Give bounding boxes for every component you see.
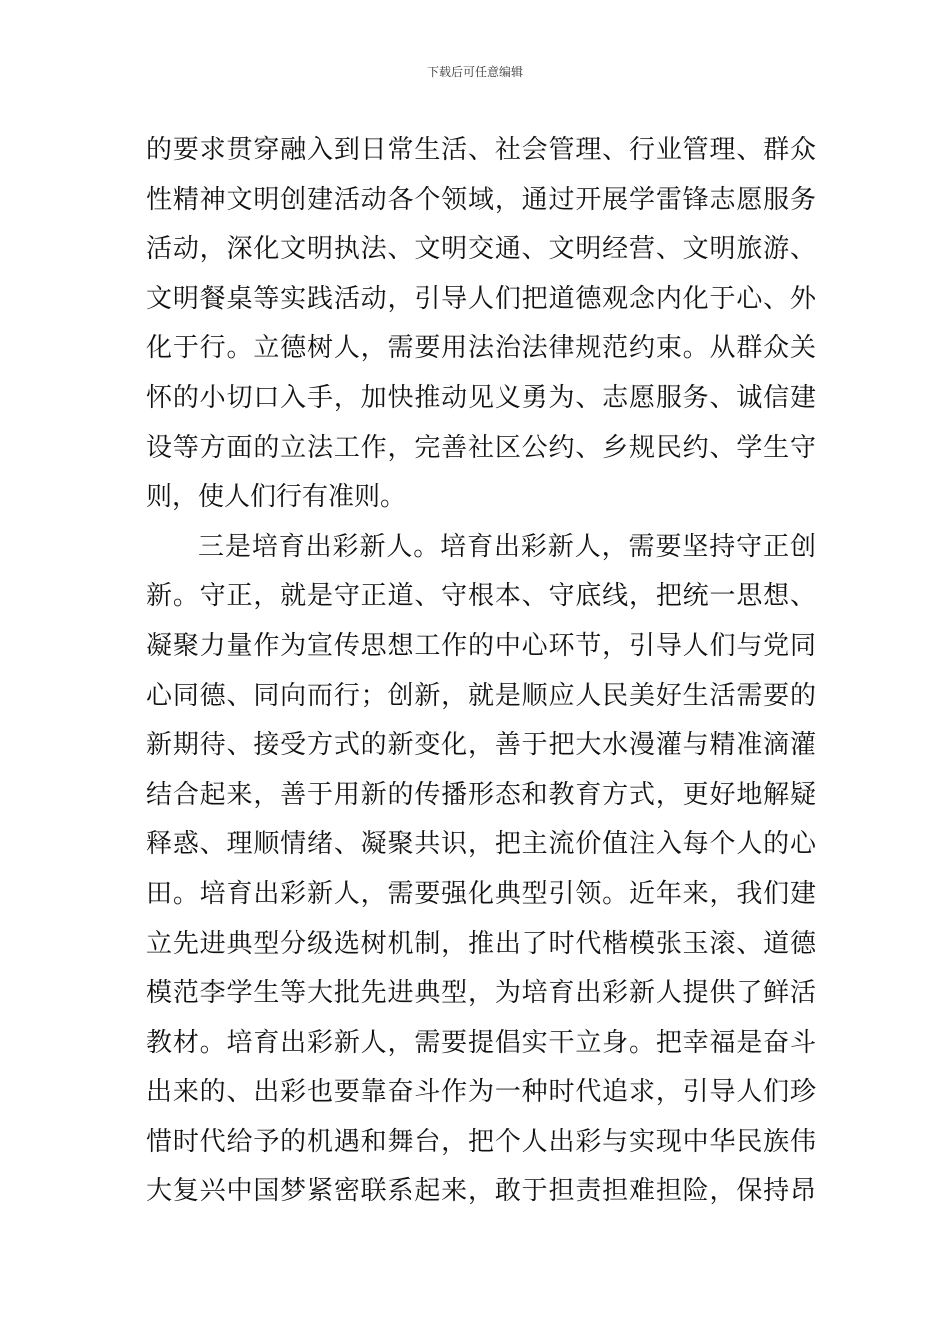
text-line: 怀的小切口入手，加快推动见义勇为、志愿服务、诚信建 xyxy=(146,382,816,413)
text-line: 新期待、接受方式的新变化，善于把大水漫灌与精准滴灌 xyxy=(146,730,816,761)
text-line: 活动，深化文明执法、文明交通、文明经营、文明旅游、 xyxy=(146,234,816,265)
text-line: 文明餐桌等实践活动，引导人们把道德观念内化于心、外 xyxy=(146,283,816,314)
text-line: 出来的、出彩也要靠奋斗作为一种时代追求，引导人们珍 xyxy=(146,1077,816,1108)
paragraph-1 xyxy=(146,126,816,523)
paragraph-2 xyxy=(146,523,816,1217)
text-line: 三是培育出彩新人。培育出彩新人，需要坚持守正创 xyxy=(198,531,816,562)
text-line: 惜时代给予的机遇和舞台，把个人出彩与实现中华民族伟 xyxy=(146,1126,816,1157)
text-line: 田。培育出彩新人，需要强化典型引领。近年来，我们建 xyxy=(146,878,816,909)
text-line: 立先进典型分级选树机制，推出了时代楷模张玉滚、道德 xyxy=(146,928,816,959)
text-line: 释惑、理顺情绪、凝聚共识，把主流价值注入每个人的心 xyxy=(146,829,816,860)
text-line: 心同德、同向而行；创新，就是顺应人民美好生活需要的 xyxy=(146,680,816,711)
text-line: 的要求贯穿融入到日常生活、社会管理、行业管理、群众 xyxy=(146,135,816,165)
text-line: 结合起来，善于用新的传播形态和教育方式，更好地解疑 xyxy=(146,779,816,810)
text-line: 大复兴中国梦紧密联系起来，敢于担责担难担险，保持昂 xyxy=(146,1176,816,1207)
document-body xyxy=(146,126,816,1217)
text-line: 设等方面的立法工作，完善社区公约、乡规民约、学生守 xyxy=(146,432,816,463)
text-line: 性精神文明创建活动各个领域，通过开展学雷锋志愿服务 xyxy=(146,184,816,215)
text-line: 教材。培育出彩新人，需要提倡实干立身。把幸福是奋斗 xyxy=(146,1027,816,1058)
page-header: 下载后可任意编辑 xyxy=(426,65,523,79)
text-line: 化于行。立德树人，需要用法治法律规范约束。从群众关 xyxy=(146,333,816,364)
text-line: 新。守正，就是守正道、守根本、守底线，把统一思想、 xyxy=(146,581,816,612)
text-line: 模范李学生等大批先进典型，为培育出彩新人提供了鲜活 xyxy=(146,978,816,1009)
text-line: 则，使人们行有准则。 xyxy=(146,482,407,513)
text-line: 凝聚力量作为宣传思想工作的中心环节，引导人们与党同 xyxy=(146,630,816,661)
